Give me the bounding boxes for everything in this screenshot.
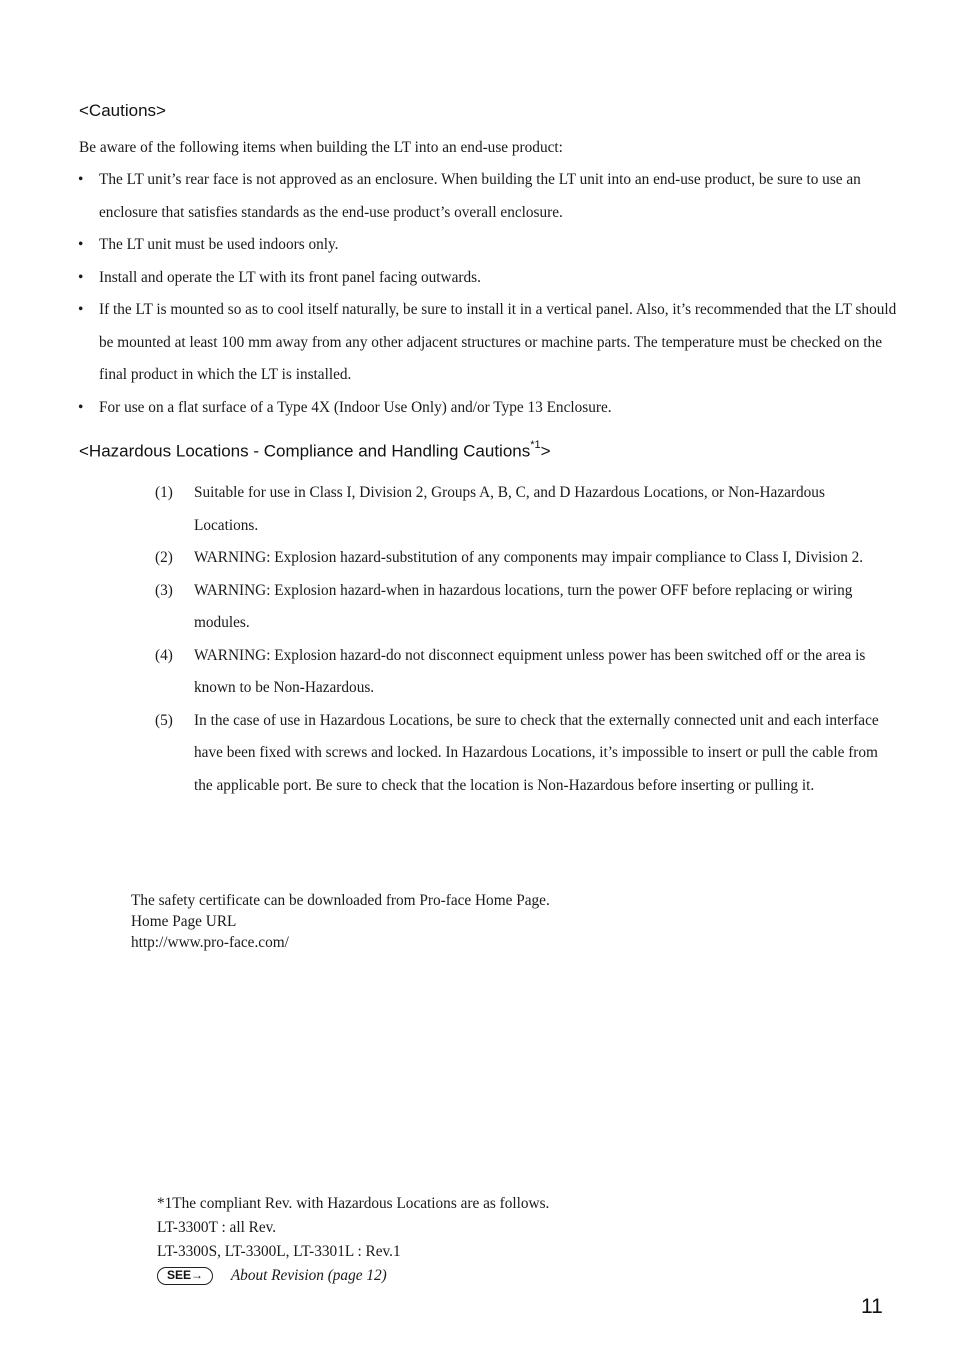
hazardous-list bbox=[155, 477, 890, 802]
hazardous-heading bbox=[79, 441, 551, 462]
caution-text: If the LT is mounted so as to cool itself naturally, be sure to install it in a vertical panel. Also, it’s recommended that the LT should be mounted at least 100 mm away from any other adjacent structures or machine parts. The temperature must be checked on the final product in which the LT is installed. bbox=[99, 301, 897, 383]
cautions-heading: <Cautions> bbox=[79, 101, 166, 120]
hazardous-heading-text: <Hazardous Locations - Compliance and Handling Cautions bbox=[79, 441, 531, 461]
cautions-intro: Be aware of the following items when building the LT into an end-use product: bbox=[79, 139, 563, 156]
see-label: SEE bbox=[166, 1268, 191, 1283]
item-text: WARNING: Explosion hazard-when in hazardous locations, turn the power OFF before replacing or wiring modules. bbox=[194, 581, 853, 631]
list-item bbox=[78, 262, 898, 295]
list-item bbox=[155, 477, 890, 542]
list-item bbox=[155, 640, 890, 705]
item-number: (3) bbox=[155, 581, 173, 599]
list-item bbox=[78, 164, 898, 229]
item-text: Suitable for use in Class I, Division 2, Groups A, B, C, and D Hazardous Locations, or Non-Hazardous Locations. bbox=[194, 484, 825, 534]
see-reference-link[interactable]: About Revision (page 12) bbox=[230, 1267, 387, 1284]
bullet-symbol: • bbox=[78, 398, 84, 416]
list-item bbox=[155, 575, 890, 640]
hazardous-heading-suffix: > bbox=[540, 441, 551, 461]
footnote-marker: *1 bbox=[530, 439, 541, 451]
bullet-symbol: • bbox=[78, 236, 84, 253]
see-reference[interactable] bbox=[157, 1264, 549, 1288]
homepage-url-link[interactable]: http://www.pro-face.com/ bbox=[131, 934, 289, 951]
certificate-block bbox=[131, 890, 550, 953]
arrow-icon: → bbox=[191, 1268, 203, 1283]
certificate-text: The safety certificate can be downloaded from Pro-face Home Page. bbox=[131, 892, 550, 909]
footnote-block bbox=[157, 1192, 549, 1288]
bullet-symbol: • bbox=[78, 268, 84, 286]
item-number: (2) bbox=[155, 549, 173, 566]
item-number: (1) bbox=[155, 484, 173, 501]
item-text: In the case of use in Hazardous Locations, be sure to check that the externally connected unit and each interface have been fixed with screws and locked. In Hazardous Locations, it’s impossible to insert or pull the cable from the applicable port. Be sure to check that the location is Non-Hazardous before inserting or pulling it. bbox=[194, 711, 879, 794]
caution-text: For use on a flat surface of a Type 4X (Indoor Use Only) and/or Type 13 Enclosure. bbox=[99, 398, 612, 416]
cautions-list bbox=[78, 164, 898, 424]
list-item bbox=[78, 229, 898, 262]
item-number: (5) bbox=[155, 711, 173, 729]
list-item bbox=[78, 392, 898, 425]
see-arrow-icon bbox=[157, 1267, 213, 1285]
homepage-label: Home Page URL bbox=[131, 913, 237, 930]
caution-text: The LT unit’s rear face is not approved as an enclosure. When building the LT unit into an end-use product, be sure to use an enclosure that satisfies standards as the end-use product’s overall enclosure. bbox=[99, 171, 861, 221]
bullet-symbol: • bbox=[78, 301, 84, 318]
item-text: WARNING: Explosion hazard-do not disconnect equipment unless power has been switched off or the area is known to be Non-Hazardous. bbox=[194, 646, 866, 696]
item-text: WARNING: Explosion hazard-substitution of any components may impair compliance to Class I, Division 2. bbox=[194, 549, 864, 566]
list-item bbox=[155, 542, 890, 575]
bullet-symbol: • bbox=[78, 171, 84, 188]
item-number: (4) bbox=[155, 646, 173, 664]
footnote-line: LT-3300S, LT-3300L, LT-3301L : Rev.1 bbox=[157, 1243, 401, 1260]
caution-text: Install and operate the LT with its front panel facing outwards. bbox=[99, 268, 481, 286]
caution-text: The LT unit must be used indoors only. bbox=[99, 236, 339, 253]
page-number: 11 bbox=[861, 1295, 883, 1318]
list-item bbox=[78, 294, 898, 392]
footnote-line: LT-3300T : all Rev. bbox=[157, 1219, 277, 1236]
footnote-line: *1The compliant Rev. with Hazardous Locations are as follows. bbox=[157, 1195, 550, 1212]
list-item bbox=[155, 705, 890, 803]
